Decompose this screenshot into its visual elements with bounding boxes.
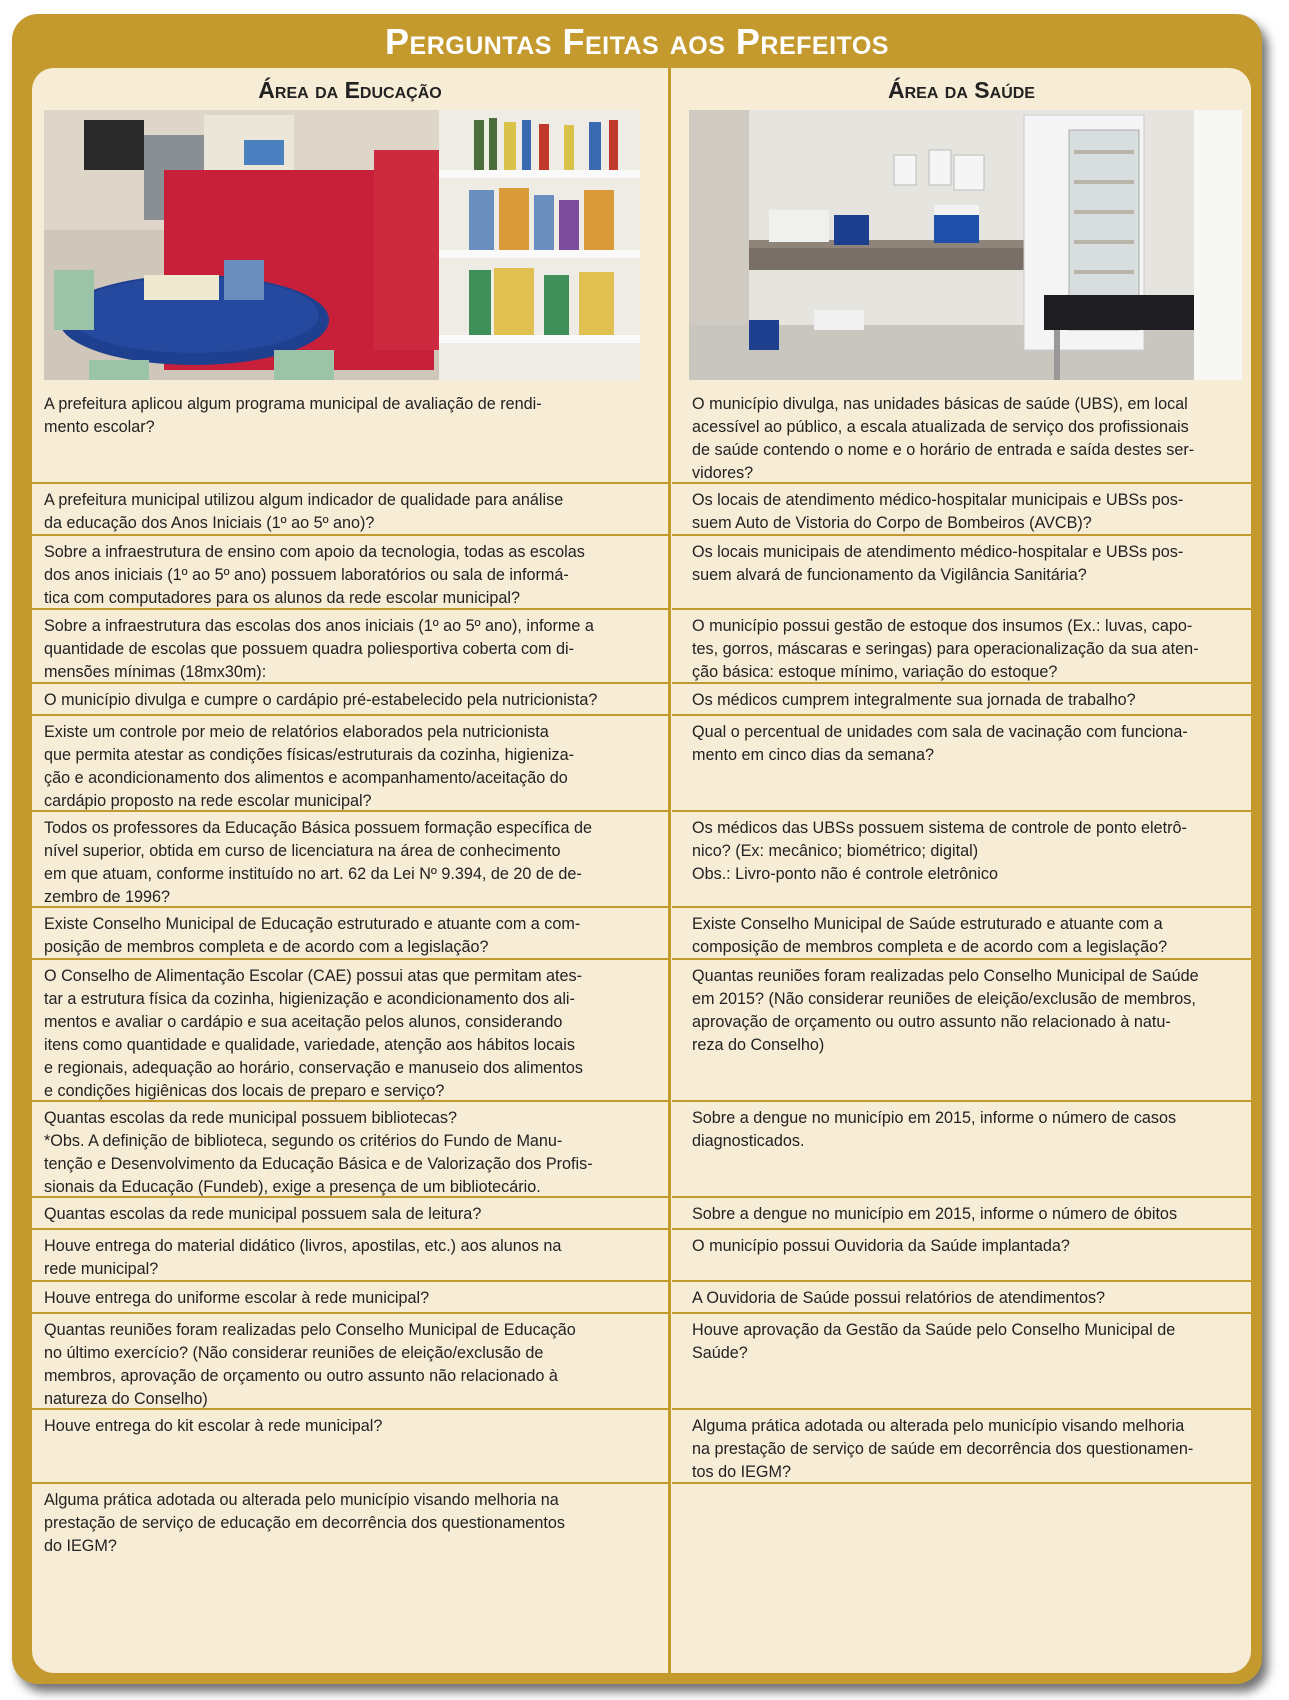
list-item: A prefeitura municipal utilizou algum indicador de qualidade para análise da educação dos Anos Iniciais (1º ao 5º ano)? — [32, 482, 668, 534]
page-title: Perguntas Feitas aos Prefeitos — [385, 21, 889, 62]
questions-panel — [32, 68, 1251, 1673]
list-item: Quantas reuniões foram realizadas pelo Conselho Municipal de Educação no último exercício? (Não considerar reuniões de eleição/exclusão de membros, aprovação de orçamento ou outro assunto não relacionado à natureza do Conselho) — [32, 1312, 668, 1408]
list-item: Quantas reuniões foram realizadas pelo Conselho Municipal de Saúde em 2015? (Não considerar reuniões de eleição/exclusão de membros, aprovação de orçamento ou outro assunto não relacionado à natu- reza do Conselho) — [672, 958, 1251, 1100]
list-item: Quantas escolas da rede municipal possuem sala de leitura? — [32, 1196, 668, 1228]
health-unit-room-photo — [689, 110, 1242, 380]
education-heading: Área da Educação — [258, 77, 442, 103]
list-item: Sobre a infraestrutura de ensino com apoio da tecnologia, todas as escolas dos anos iniciais (1º ao 5º ano) possuem laboratórios ou sala de informá- tica com computadores para os alunos da rede escolar municipal? — [32, 534, 668, 608]
list-item: Os locais municipais de atendimento médico-hospitalar e UBSs pos- suem alvará de funcionamento da Vigilância Sanitária? — [672, 534, 1251, 608]
health-room-photo-illustration — [689, 110, 1242, 380]
poster-frame — [12, 14, 1262, 1684]
list-item: Sobre a dengue no município em 2015, informe o número de casos diagnosticados. — [672, 1100, 1251, 1196]
list-item: Houve entrega do kit escolar à rede municipal? — [32, 1408, 668, 1482]
health-heading: Área da Saúde — [888, 77, 1035, 103]
list-item: Os locais de atendimento médico-hospitalar municipais e UBSs pos- suem Auto de Vistoria do Corpo de Bombeiros (AVCB)? — [672, 482, 1251, 534]
list-item: O Conselho de Alimentação Escolar (CAE) possui atas que permitam ates- tar a estrutura física da cozinha, higienização e acondicionamento dos ali- mentos e avaliar o cardápio e sua aceitação pelos alunos, considerando itens como quantidade e qualidade, variedade, atenção aos hábitos locais e regionais, adequação ao horário, conservação e manuseio dos alimentos e condições higiênicas dos locais de preparo e serviço? — [32, 958, 668, 1100]
classroom-photo-illustration — [44, 110, 640, 380]
list-item: O município possui Ouvidoria da Saúde implantada? — [672, 1228, 1251, 1280]
education-column — [32, 68, 668, 1560]
list-item: Houve aprovação da Gestão da Saúde pelo Conselho Municipal de Saúde? — [672, 1312, 1251, 1408]
list-item: Qual o percentual de unidades com sala de vacinação com funciona- mento em cinco dias da semana? — [672, 714, 1251, 810]
list-item: Os médicos das UBSs possuem sistema de controle de ponto eletrô- nico? (Ex: mecânico; biométrico; digital) Obs.: Livro-ponto não é controle eletrônico — [672, 810, 1251, 906]
list-item: Existe Conselho Municipal de Educação estruturado e atuante com a com- posição de membros completa e de acordo com a legislação? — [32, 906, 668, 958]
list-item: Alguma prática adotada ou alterada pelo município visando melhoria na prestação de serviço de saúde em decorrência dos questionamen- tos do IEGM? — [672, 1408, 1251, 1482]
list-item: Todos os professores da Educação Básica possuem formação específica de nível superior, obtida em curso de licenciatura na área de conhecimento em que atuam, conforme instituído no art. 62 da Lei Nº 9.394, de 20 de de- zembro de 1996? — [32, 810, 668, 906]
column-divider — [668, 68, 671, 1673]
list-item: Houve entrega do uniforme escolar à rede municipal? — [32, 1280, 668, 1312]
list-item: Houve entrega do material didático (livros, apostilas, etc.) aos alunos na rede municipal? — [32, 1228, 668, 1280]
list-item: Alguma prática adotada ou alterada pelo município visando melhoria na prestação de serviço de educação em decorrência dos questionamentos do IEGM? — [32, 1482, 668, 1560]
list-item: Sobre a infraestrutura das escolas dos anos iniciais (1º ao 5º ano), informe a quantidade de escolas que possuem quadra poliesportiva coberta com di- mensões mínimas (18mx30m): — [32, 608, 668, 682]
list-item: A prefeitura aplicou algum programa municipal de avaliação de rendi- mento escolar? — [44, 395, 542, 436]
list-item: Os médicos cumprem integralmente sua jornada de trabalho? — [672, 682, 1251, 714]
list-item — [672, 1482, 1251, 1560]
health-column — [672, 68, 1251, 1560]
list-item: Quantas escolas da rede municipal possuem bibliotecas? *Obs. A definição de biblioteca, segundo os critérios do Fundo de Manu- tenção e Desenvolvimento da Educação Básica e de Valorização dos Profis- sionais da Educação (Fundeb), exige a presença de um bibliotecário. — [32, 1100, 668, 1196]
list-item: Sobre a dengue no município em 2015, informe o número de óbitos — [672, 1196, 1251, 1228]
list-item: O município possui gestão de estoque dos insumos (Ex.: luvas, capo- tes, gorros, máscaras e seringas) para operacionalização da sua aten- ção básica: estoque mínimo, variação do estoque? — [672, 608, 1251, 682]
list-item: Existe um controle por meio de relatórios elaborados pela nutricionista que permita atestar as condições físicas/estruturais da cozinha, higieniza- ção e acondicionamento dos alimentos e acompanhamento/aceitação do cardápio proposto na rede escolar municipal? — [32, 714, 668, 810]
education-question-list — [32, 388, 668, 1560]
list-item: Existe Conselho Municipal de Saúde estruturado e atuante com a composição de membros completa e de acordo com a legislação? — [672, 906, 1251, 958]
list-item: O município divulga, nas unidades básicas de saúde (UBS), em local acessível ao público, a escala atualizada de serviço dos profissionais de saúde contendo o nome e o horário de entrada e saída destes ser- vidores? — [692, 395, 1195, 482]
list-item: A Ouvidoria de Saúde possui relatórios de atendimentos? — [672, 1280, 1251, 1312]
list-item: O município divulga e cumpre o cardápio pré-estabelecido pela nutricionista? — [32, 682, 668, 714]
classroom-library-photo — [44, 110, 640, 380]
health-question-list — [672, 388, 1251, 1560]
